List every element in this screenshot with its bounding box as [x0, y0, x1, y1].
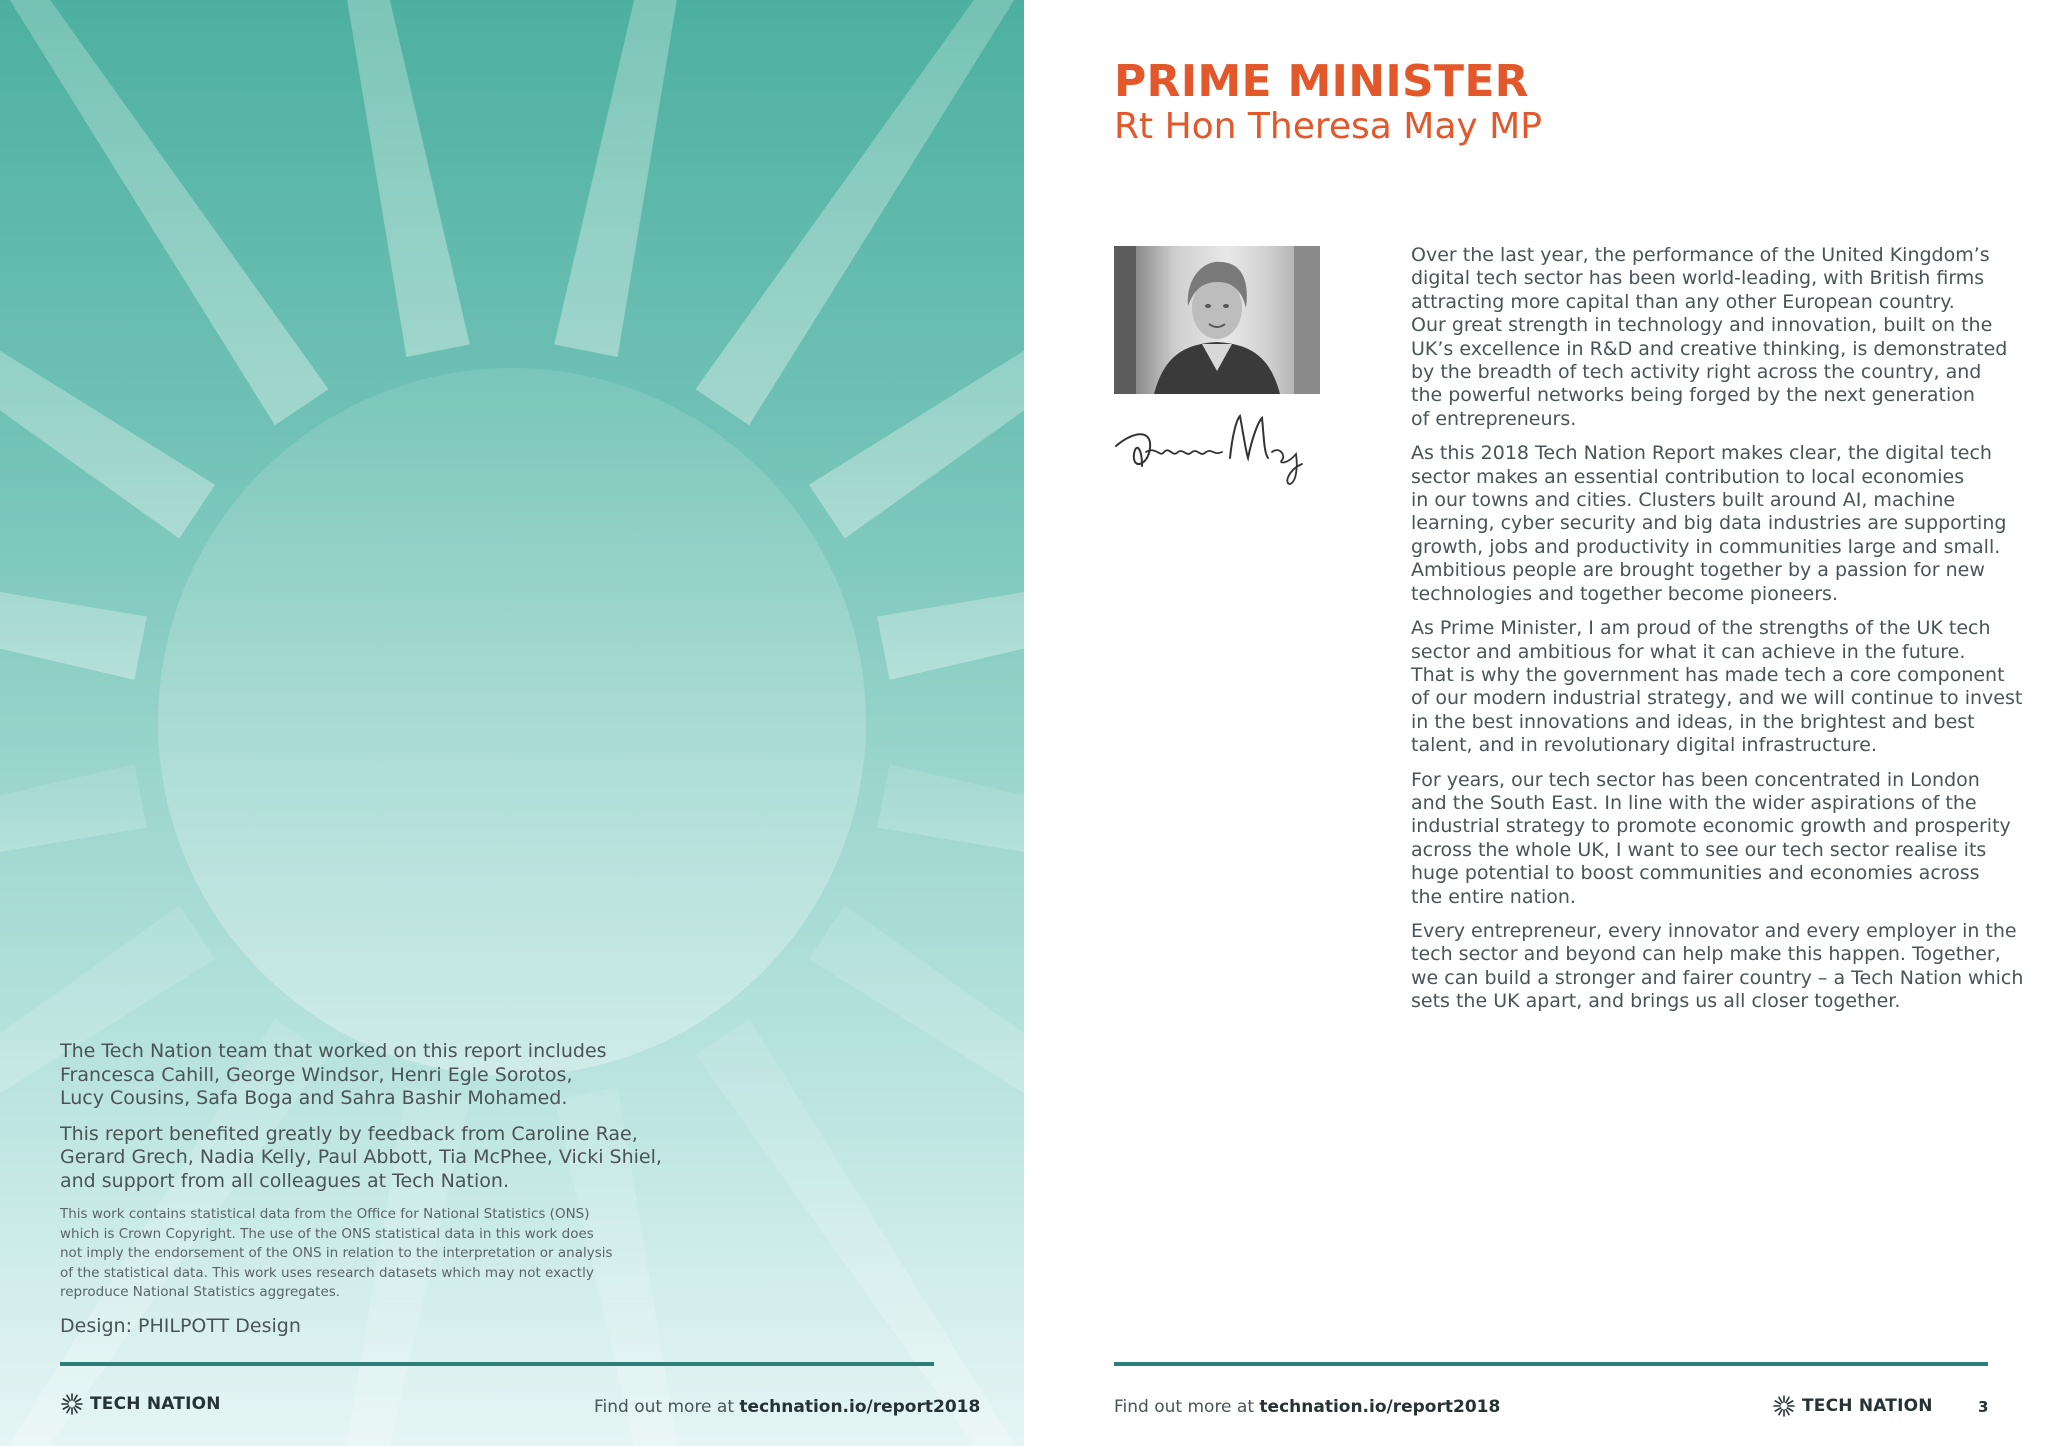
foreword-paragraph-4: For years, our tech sector has been concentrated in London and the South East. In line with the wider aspirations of the industrial strategy to promote economic growth and prosperity across the whole UK, I want to see our tech sector realise its huge potential to boost communities and economies across the entire nation.: [1411, 768, 2011, 908]
page-title: PRIME MINISTER: [1114, 56, 1529, 107]
foreword-paragraph-3: As Prime Minister, I am proud of the strengths of the UK tech sector and ambitious for what it can achieve in the future. That is why the government has made tech a core component of our modern industrial strategy, and we will continue to invest in the best innovations and ideas, in the brightest and best talent, and in revolutionary digital infrastructure.: [1411, 617, 2023, 757]
sunburst-ray: [696, 0, 1024, 425]
author-name: Rt Hon Theresa May MP: [1114, 106, 1542, 147]
signature-graphic: [1112, 408, 1322, 488]
page-number: 3: [1978, 1398, 1989, 1416]
burst-stroke: [1779, 1409, 1782, 1414]
burst-stroke: [75, 1399, 80, 1402]
tech-nation-burst-icon: [60, 1392, 84, 1416]
burst-stroke: [63, 1406, 68, 1409]
sunburst-ray: [696, 1019, 1024, 1446]
footer-rule-left: [60, 1362, 934, 1366]
report-url-link[interactable]: technation.io/report2018: [739, 1397, 981, 1417]
credits-block: [60, 1040, 660, 1337]
burst-stroke: [1786, 1409, 1789, 1414]
report-url-link[interactable]: technation.io/report2018: [1259, 1397, 1501, 1417]
foreword-paragraph-1: Over the last year, the performance of the United Kingdom’s digital tech sector has been world-leading, with British firms attracting more capital than any other European country. Our great strength in technology and innovation, built on the UK’s excellence in R&D and creative thinking, is demonstrated by the breadth of tech activity right across the country, and the powerful networks being forged by the next generation of entrepreneurs.: [1411, 244, 2008, 430]
logo-text: TECH NATION: [1802, 1396, 1933, 1416]
tech-nation-logo-left[interactable]: [60, 1392, 221, 1416]
design-credit: Design: PHILPOTT Design: [60, 1314, 301, 1337]
sunburst-ray: [239, 0, 470, 357]
burst-stroke: [67, 1407, 70, 1412]
tech-nation-logo-right[interactable]: [1772, 1394, 1933, 1418]
sunburst-ray: [554, 0, 785, 357]
logo-text: TECH NATION: [90, 1394, 221, 1414]
tech-nation-burst-icon: [1772, 1394, 1796, 1418]
burst-stroke: [1786, 1397, 1789, 1402]
portrait-figure: [1114, 246, 1320, 394]
foreword-body: [1411, 244, 2024, 1025]
footer-link-left[interactable]: Find out more at technation.io/report2018: [594, 1397, 981, 1417]
burst-stroke: [63, 1399, 68, 1402]
burst-stroke: [1787, 1401, 1792, 1404]
ons-note: This work contains statistical data from the Office for National Statistics (ONS) which is Crown Copyright. The use of the ONS statistical data in this work does not imply the endorsement of the ONS in relation to the interpretation or analysis of the statistical data. This work uses research datasets which may not exactly reproduce National Statistics aggregates.: [60, 1206, 613, 1300]
sunburst-ray: [0, 0, 328, 425]
feedback-paragraph: This report benefited greatly by feedback from Caroline Rae, Gerard Grech, Nadia Kelly, Paul Abbott, Tia McPhee, Vicki Shiel, and support from all colleagues at Tech Nation.: [60, 1122, 662, 1192]
burst-stroke: [74, 1395, 77, 1400]
burst-stroke: [1775, 1401, 1780, 1404]
footer-link-right[interactable]: Find out more at technation.io/report2018: [1114, 1397, 1501, 1417]
burst-stroke: [1779, 1397, 1782, 1402]
burst-stroke: [75, 1406, 80, 1409]
team-paragraph: The Tech Nation team that worked on this report includes Francesca Cahill, George Windsor, Henri Egle Sorotos, Lucy Cousins, Safa Boga and Sahra Bashir Mohamed.: [60, 1040, 607, 1109]
footer-rule-right: [1114, 1362, 1988, 1366]
portrait-photo: [1114, 246, 1320, 394]
burst-stroke: [1775, 1408, 1780, 1411]
burst-stroke: [74, 1407, 77, 1412]
foreword-paragraph-2: As this 2018 Tech Nation Report makes clear, the digital tech sector makes an essential contribution to local economies in our towns and cities. Clusters built around AI, machine learning, cyber security and big data industries are supporting growth, jobs and productivity in communities large and small. Ambitious people are brought together by a passion for new technologies and together become pioneers.: [1411, 442, 2007, 605]
burst-stroke: [1787, 1408, 1792, 1411]
foreword-paragraph-5: Every entrepreneur, every innovator and every employer in the tech sector and beyond can help make this happen. Together, we can build a stronger and fairer country – a Tech Nation which sets the UK apart, and brings us all closer together.: [1411, 919, 2024, 1013]
burst-stroke: [67, 1395, 70, 1400]
